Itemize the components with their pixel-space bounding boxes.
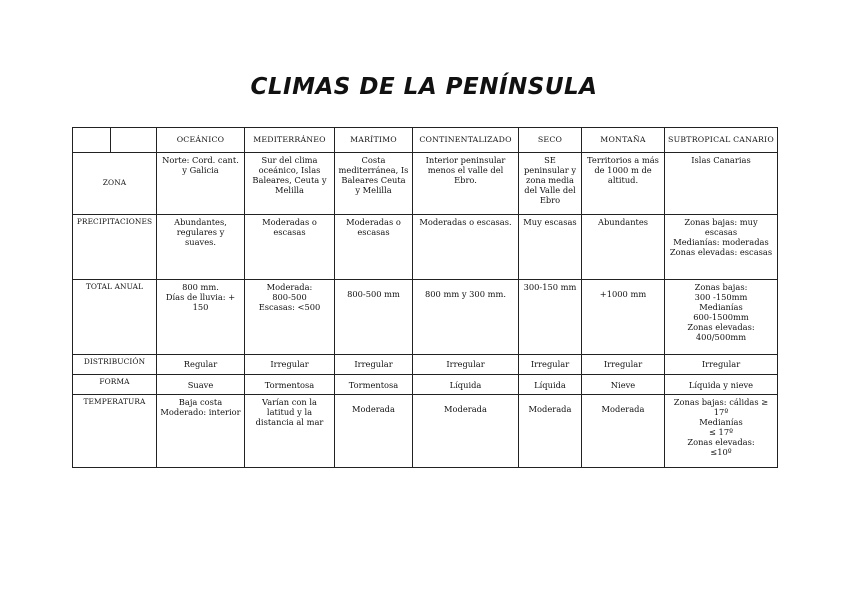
table-row [73,354,778,374]
table-cell: Irregular [582,354,665,374]
table-cell: 800 mm. Días de lluvia: + 150 [157,280,245,355]
table-cell: Líquida [519,375,582,395]
column-header: MONTAÑA [582,128,665,153]
table-cell: Irregular [519,354,582,374]
table-cell: Nieve [582,375,665,395]
column-header: CONTINENTALIZADO [413,128,519,153]
climate-table [72,127,778,468]
row-header: FORMA [73,375,157,395]
column-header: MEDITERRÁNEO [245,128,335,153]
page-title: CLIMAS DE LA PENÍNSULA [250,74,598,100]
table-cell: Zonas bajas: 300 -150mm Medianías 600-1500mm Zonas elevadas: 400/500mm [665,280,778,355]
column-header: MARÍTIMO [335,128,413,153]
table-cell: Zonas bajas: muy escasas Medianías: moderadas Zonas elevadas: escasas [665,214,778,279]
table-cell: +1000 mm [582,280,665,355]
table-cell: Moderada [519,395,582,468]
table-cell: Irregular [665,354,778,374]
row-header: TOTAL ANUAL [73,280,157,355]
table-cell: Líquida y nieve [665,375,778,395]
header-row [73,128,778,153]
table-cell: Norte: Cord. cant. y Galicia [157,152,245,214]
table-cell: Islas Canarias [665,152,778,214]
row-header: PRECIPITACIONES [73,214,157,279]
table-row [73,375,778,395]
table-cell: Moderada: 800-500 Escasas: <500 [245,280,335,355]
table-cell: Baja costa Moderado: interior [157,395,245,468]
table-cell: 300-150 mm [519,280,582,355]
column-header: SECO [519,128,582,153]
table-cell: Moderada [582,395,665,468]
table-cell: Abundantes [582,214,665,279]
empty-corner-cell [73,128,111,153]
table-cell: Tormentosa [245,375,335,395]
row-header: DISTRIBUCIÓN [73,354,157,374]
table-cell: Moderadas o escasas [335,214,413,279]
table-cell: Sur del clima oceánico, Islas Baleares, Ceuta y Melilla [245,152,335,214]
table-row [73,280,778,355]
table-cell: Moderada [335,395,413,468]
column-header: OCEÁNICO [157,128,245,153]
table-cell: Tormentosa [335,375,413,395]
table-cell: Regular [157,354,245,374]
table-cell: Varían con la latitud y la distancia al mar [245,395,335,468]
table-cell: Líquida [413,375,519,395]
table-cell: Moderadas o escasas [245,214,335,279]
table-cell: Zonas bajas: cálidas ≥ 17º Medianías ≤ 17º Zonas elevadas: ≤10º [665,395,778,468]
empty-corner-cell [111,128,157,153]
table-cell: Moderada [413,395,519,468]
column-header: SUBTROPICAL CANARIO [665,128,778,153]
table-cell: Muy escasas [519,214,582,279]
row-header: TEMPERATURA [73,395,157,468]
table-cell: Abundantes, regulares y suaves. [157,214,245,279]
table-cell: Costa mediterránea, Is Baleares Ceuta y Melilla [335,152,413,214]
table-cell: SE peninsular y zona media del Valle del Ebro [519,152,582,214]
table-cell: Suave [157,375,245,395]
table-cell: Irregular [335,354,413,374]
table-row [73,152,778,214]
table-cell: Territorios a más de 1000 m de altitud. [582,152,665,214]
table-row [73,214,778,279]
table-row [73,395,778,468]
table-cell: 800-500 mm [335,280,413,355]
table-cell: Irregular [245,354,335,374]
table-cell: Irregular [413,354,519,374]
table-cell: Moderadas o escasas. [413,214,519,279]
row-header: ZONA [73,152,157,214]
table-cell: Interior peninsular menos el valle del Ebro. [413,152,519,214]
table-cell: 800 mm y 300 mm. [413,280,519,355]
